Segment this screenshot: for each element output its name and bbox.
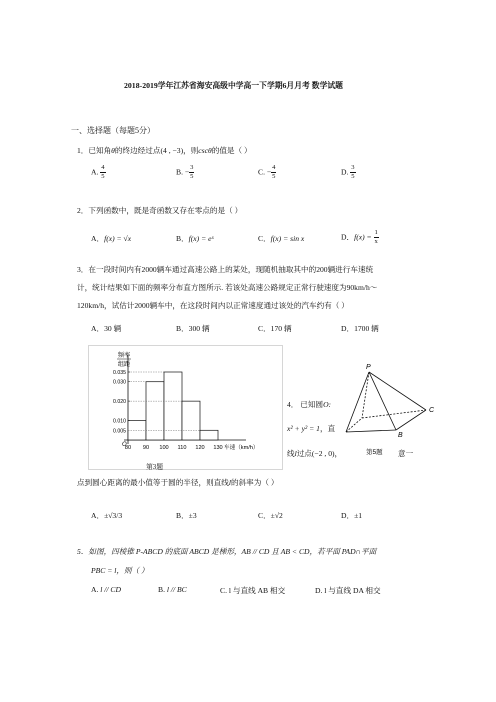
y-tick-label: 0.020 [113,399,126,406]
x-tick-label: 90 [142,445,150,451]
question-4-line-2: x² + y² = 1，直 [287,424,336,433]
x-tick-label: 80 [124,445,132,451]
question-4-line-1: 4． 已知圆O: [287,400,332,409]
histogram-bar [182,401,200,440]
y-axis-label-bottom: 组距 [117,361,131,368]
frequency-histogram [88,345,283,470]
pyramid-diagram [322,360,444,460]
q1-option-d[interactable]: D. $\frac{3}{5}$ [341,164,355,180]
q2-option-a[interactable]: A．f(x) = √x [91,234,132,243]
q5-option-d[interactable]: D. l 与直线 DA 相交 [315,586,381,595]
vertex-label-c: C [429,407,435,414]
q2-option-d[interactable]: D．f(x) = $\frac{1}{x}$ [341,229,378,245]
q4-option-b[interactable]: B．±3 [176,511,197,520]
question-3-line-3: 120km/h，试估计2000辆车中，在这段时间内以正常速度通过该处的汽车约有（ ） [77,301,349,310]
fraction: $\frac{3}{5}$ [351,164,355,180]
histogram-caption: 第3题 [146,464,163,471]
origin-label: O [122,442,127,448]
question-4-line-3: 线l过点(−2 , 0)， [287,449,343,458]
y-tick-label: 0.035 [113,370,126,376]
pyramid-caption: 第5题 [366,449,383,456]
y-axis-label-top: 频率 [117,352,131,359]
edge-pd-hidden [362,372,369,418]
question-1-stem: 1．已知角θ的终边经过点(4 , −3)，则cscθ的值是（ ） [77,146,252,155]
q5-option-c[interactable]: C. l 与直线 AB 相交 [220,586,286,595]
section-heading: 一、选择题（每题5分） [71,126,155,135]
y-tick-label: 0.030 [113,379,126,386]
q2-option-b[interactable]: B．f(x) = eˣ [176,234,214,243]
fraction: $\frac{3}{5}$ [190,164,194,180]
x-tick-label: 100 [159,445,169,451]
q5-option-b[interactable]: B. l // BC [158,585,187,594]
q3-option-c[interactable]: C．170 辆 [258,324,292,333]
x-tick-label: 120 [195,445,205,451]
x-axis-label: 车速（km/h） [224,445,259,451]
question-5-line-2: PBC = l，则（ ） [91,566,149,575]
fraction: $\frac{4}{5}$ [272,164,276,180]
q1-option-b[interactable]: B. − $\frac{3}{5}$ [176,164,194,180]
q2-option-c[interactable]: C．f(x) = sin x [258,234,305,243]
x-tick-label: 110 [177,445,187,451]
histogram-bar [200,430,218,440]
q4-option-c[interactable]: C．±√2 [258,511,283,520]
q5-option-a[interactable]: A. l // CD [91,585,121,594]
y-tick-label: 0.010 [113,418,126,425]
histogram-bar [164,372,182,440]
question-5-line-1: 5．如图，四棱锥 P-ABCD 的底面 ABCD 是梯形，AB // CD 且 AB < CD，若平面 PAD∩平面 [77,547,377,556]
q4-option-d[interactable]: D．±1 [341,511,363,520]
q1-option-c[interactable]: C. − $\frac{4}{5}$ [258,164,276,180]
q3-option-b[interactable]: B．300 辆 [176,324,210,333]
question-3-line-1: 3．在一段时间内有2000辆车通过高速公路上的某处，现随机抽取其中的200辆进行车速统 [77,265,374,274]
q1-option-a[interactable]: A. $\frac{4}{5}$ [91,164,105,180]
question-2-stem: 2．下列函数中，既是奇函数又存在零点的是（ ） [77,206,243,215]
edge-base-front [346,430,396,432]
x-tick-label: 130 [213,445,223,451]
question-3-line-2: 计，统计结果如下面的频率分布直方图所示. 若该处高速公路规定正常行驶速度为90km/h～ [77,283,378,292]
q3-option-a[interactable]: A．30 辆 [91,324,122,333]
vertex-label-p: P [366,364,371,371]
histogram-bar [146,382,164,440]
question-4-line-3-tail: 意一 [398,449,414,458]
vertex-label-b: B [398,432,403,439]
fraction: $\frac{4}{5}$ [101,164,105,180]
edge-pa [346,372,369,432]
q3-option-d[interactable]: D．1700 辆 [341,324,379,333]
fraction: $\frac{1}{x}$ [374,229,378,245]
page-title: 2018-2019学年江苏省海安高级中学高一下学期6月月考 数学试题 [124,81,343,90]
question-4-line-4: 点到圆心距离的最小值等于圆的半径，则直线l的斜率为（ ） [77,478,279,487]
q4-option-a[interactable]: A．±√3/3 [91,511,123,520]
y-tick-label: 0.005 [113,428,126,435]
